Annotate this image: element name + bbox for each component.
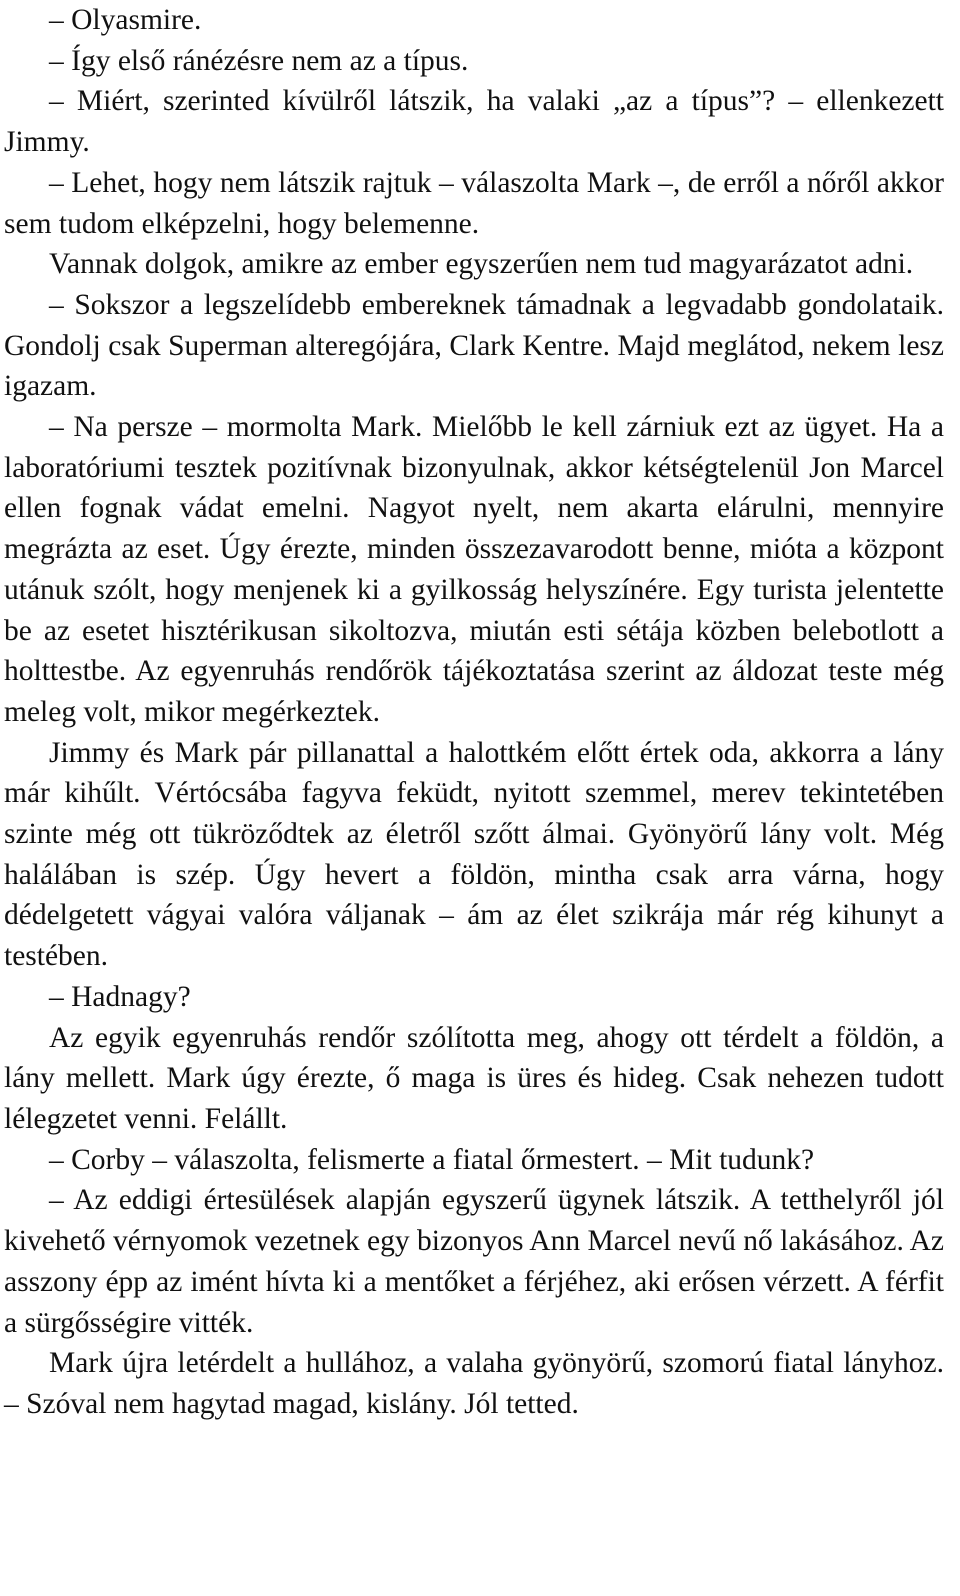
paragraph-8: Jimmy és Mark pár pillanattal a halottkém előtt értek oda, akkorra a lány már kihűlt. Vértócsába fagyva feküdt, nyitott szemmel, merev tekintetében szinte még ott tükröződtek az életről szőtt álmai. Gyönyörű lány volt. Még halálában is szép. Úgy hevert a földön, mintha csak arra várna, hogy dédelgetett vágyai valóra váljanak – ám az élet szikrája már rég kihunyt a testében. — [4, 736, 944, 973]
paragraph-12: – Az eddigi értesülések alapján egyszerű ügynek látszik. A tetthelyről jól kivehető vérnyomok vezetnek egy bizonyos Ann Marcel nevű nő lakásához. Az asszony épp az imént hívta ki a mentőket a férjéhez, aki erősen vérzett. A férfit a sürgősségire vitték. — [4, 1184, 944, 1339]
paragraph-6: – Sokszor a legszelídebb embereknek támadnak a legvadabb gondolataik. Gondolj csak Superman alteregójára, Clark Kentre. Majd meglátod, nekem lesz igazam. — [4, 288, 944, 403]
paragraph-3: – Miért, szerinted kívülről látszik, ha valaki „az a típus”? – ellenkezett Jimmy. — [4, 85, 944, 159]
paragraph-2: – Így első ránézésre nem az a típus. — [49, 44, 469, 77]
paragraph-11: – Corby – válaszolta, felismerte a fiatal őrmestert. – Mit tudunk? — [49, 1143, 815, 1176]
paragraph-10: Az egyik egyenruhás rendőr szólította meg, ahogy ott térdelt a földön, a lány mellett. Mark úgy érezte, ő maga is üres és hideg. Csak nehezen tudott lélegzetet venni. Felállt. — [4, 1021, 944, 1135]
paragraph-13: Mark újra letérdelt a hullához, a valaha gyönyörű, szomorú fiatal lányhoz. – Szóval nem hagytad magad, kislány. Jól tetted. — [4, 1347, 944, 1420]
paragraph-1: – Olyasmire. — [49, 4, 202, 36]
paragraph-7: – Na persze – mormolta Mark. Mielőbb le kell zárniuk ezt az ügyet. Ha a laboratóriumi tesztek pozitívnak bizonyulnak, akkor kétségtelenül Jon Marcel ellen fognak vádat emelni. Nagyot nyelt, nem akarta elárulni, mennyire megrázta az eset. Úgy érezte, minden összezavarodott benne, mióta a központ utánuk szólt, hogy menjenek ki a gyilkosság helyszínére. Egy turista jelentette be az esetet hisztérikusan sikoltozva, miután esti sétája közben belebotlott a holttestbe. Az egyenruhás rendőrök tájékoztatása szerint az áldozat teste még meleg volt, mikor megérkeztek. — [4, 411, 944, 728]
paragraph-5: Vannak dolgok, amikre az ember egyszerűen nem tud magyarázatot adni. — [49, 248, 914, 281]
paragraph-9: – Hadnagy? — [49, 980, 191, 1013]
paragraph-4: – Lehet, hogy nem látszik rajtuk – válaszolta Mark –, de erről a nőről akkor sem tudom elképzelni, hogy belemenne. — [4, 166, 944, 240]
